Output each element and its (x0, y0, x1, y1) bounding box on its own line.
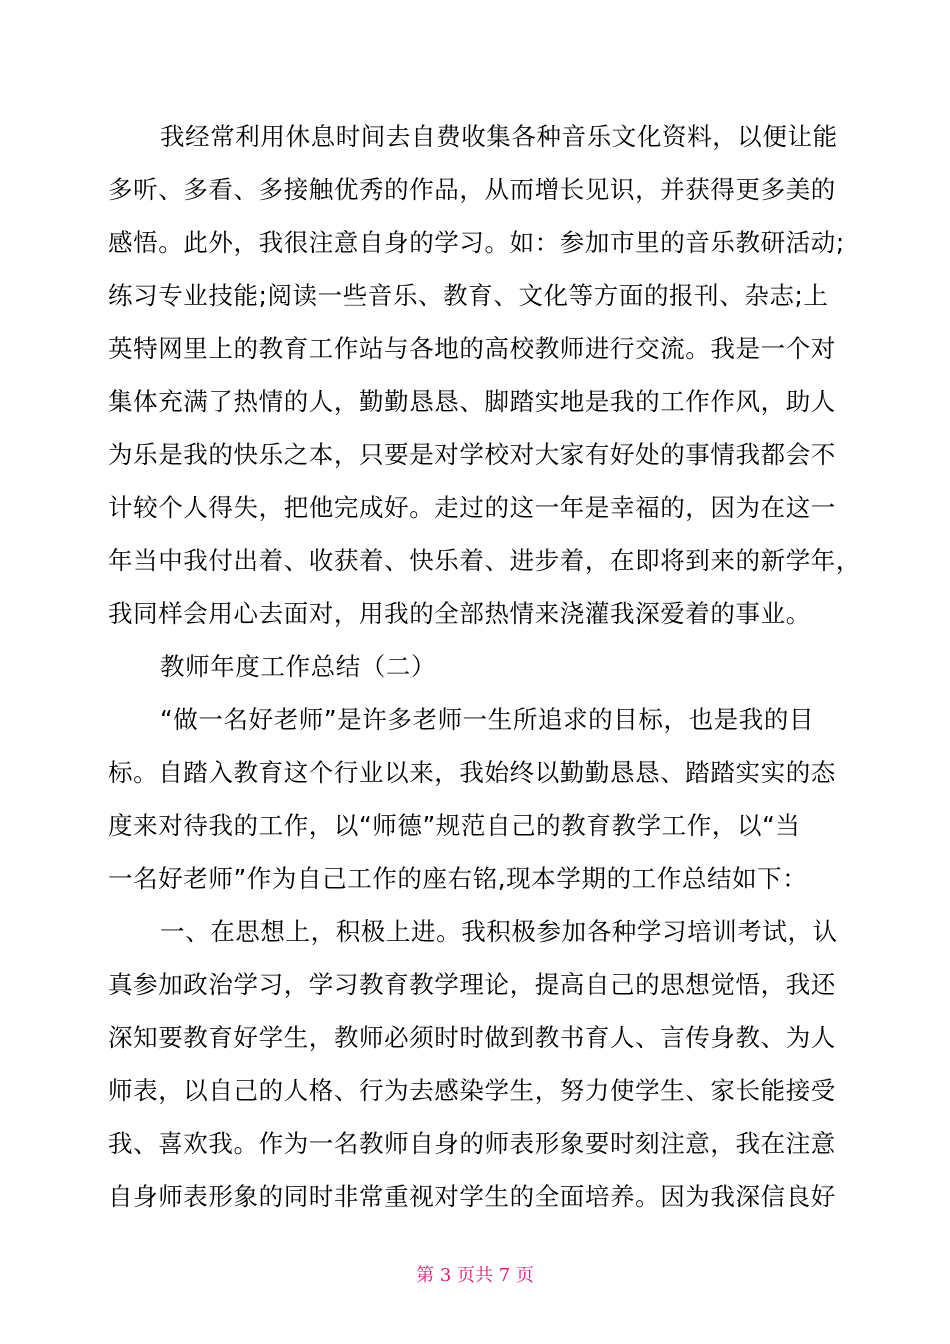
text-line: 我经常利用休息时间去自费收集各种音乐文化资料，以便让能 (160, 122, 838, 151)
text-line: 深知要教育好学生，教师必须时时做到教书育人、言传身教、为人 (108, 1023, 836, 1052)
text-line: 度来对待我的工作，以“师德”规范自己的教育教学工作，以“当 (108, 811, 801, 840)
text-line: 集体充满了热情的人，勤勤恳恳、脚踏实地是我的工作作风，助人 (108, 387, 836, 416)
text-line: 我同样会用心去面对，用我的全部热情来浇灌我深爱着的事业。 (108, 599, 811, 628)
text-line: 标。自踏入教育这个行业以来，我始终以勤勤恳恳、踏踏实实的态 (108, 758, 836, 787)
text-line: 师表，以自己的人格、行为去感染学生，努力使学生、家长能接受 (108, 1076, 836, 1105)
text-line: 一、在思想上，积极上进。我积极参加各种学习培训考试，认 (160, 917, 838, 946)
text-line: 英特网里上的教育工作站与各地的高校教师进行交流。我是一个对 (108, 334, 836, 363)
text-line: “做一名好老师”是许多老师一生所追求的目标，也是我的目 (160, 705, 815, 734)
text-line: 我、喜欢我。作为一名教师自身的师表形象要时刻注意，我在注意 (108, 1129, 836, 1158)
text-line: 年当中我付出着、收获着、快乐着、进步着，在即将到来的新学年， (108, 546, 861, 575)
text-line: 计较个人得失，把他完成好。走过的这一年是幸福的，因为在这一 (108, 493, 836, 522)
section-heading: 教师年度工作总结（二） (160, 652, 437, 681)
text-line: 练习专业技能;阅读一些音乐、教育、文化等方面的报刊、杂志;上 (108, 281, 829, 310)
text-line: 一名好老师”作为自己工作的座右铭,现本学期的工作总结如下： (108, 864, 808, 893)
text-line: 为乐是我的快乐之本，只要是对学校对大家有好处的事情我都会不 (108, 440, 836, 469)
text-line: 感悟。此外，我很注意自身的学习。如：参加市里的音乐教研活动; (108, 228, 845, 257)
text-line: 多听、多看、多接触优秀的作品，从而增长见识，并获得更多美的 (108, 175, 836, 204)
text-line: 真参加政治学习，学习教育教学理论，提高自己的思想觉悟，我还 (108, 970, 836, 999)
text-line: 自身师表形象的同时非常重视对学生的全面培养。因为我深信良好 (108, 1182, 836, 1211)
page-number: 第 3 页共 7 页 (416, 1265, 534, 1286)
